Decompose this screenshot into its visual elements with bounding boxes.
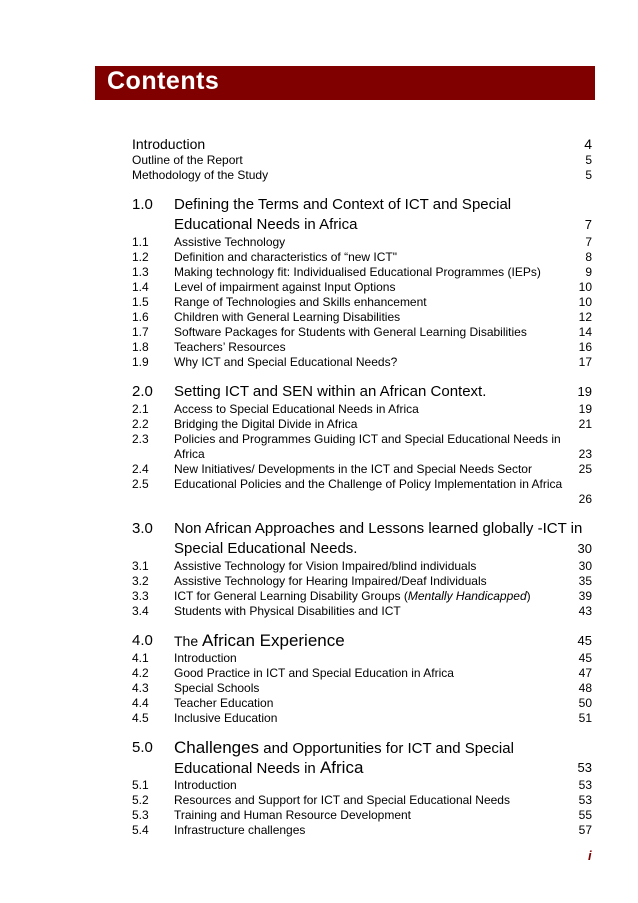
toc-entry-cont[interactable] [132, 492, 592, 507]
toc-section-heading-cont[interactable] [132, 539, 592, 559]
toc-entry-title: Introduction [174, 651, 237, 665]
toc-entry-title [174, 589, 531, 604]
toc-entry-title: Resources and Support for ICT and Special Educational Needs [174, 793, 510, 807]
toc-entry-page: 4 [584, 136, 592, 152]
toc-entry-page: 47 [578, 666, 592, 680]
toc-entry-title: Making technology fit: Individualised Educational Programmes (IEPs) [174, 265, 541, 279]
toc-entry-title-part: ICT for General Learning Disability Groups ( [174, 589, 408, 603]
section-number: 4.0 [132, 632, 153, 649]
toc-entry-page: 57 [578, 823, 592, 837]
toc-entry[interactable] [132, 808, 592, 823]
toc-entry[interactable] [132, 589, 592, 604]
toc-entry-number: 5.1 [132, 778, 149, 792]
toc-entry[interactable] [132, 477, 592, 492]
toc-entry-title: Definition and characteristics of “new ICT" [174, 250, 398, 264]
toc-entry-page: 55 [578, 808, 592, 822]
toc-entry[interactable] [132, 340, 592, 355]
toc-entry-title: Policies and Programmes Guiding ICT and Special Educational Needs in [174, 432, 561, 446]
section-title [174, 631, 345, 652]
toc-entry[interactable] [132, 574, 592, 589]
section-page: 53 [577, 760, 592, 775]
section-number: 2.0 [132, 383, 153, 400]
table-of-contents [132, 136, 592, 838]
toc-entry-title: Teachers’ Resources [174, 340, 286, 354]
toc-entry-title: Bridging the Digital Divide in Africa [174, 417, 358, 431]
section-title-cont [174, 758, 363, 779]
contents-banner [95, 66, 595, 100]
toc-entry[interactable] [132, 265, 592, 280]
section-title-part: African Experience [202, 631, 345, 650]
toc-entry-title: Children with General Learning Disabilities [174, 310, 401, 324]
toc-entry-page: 23 [578, 447, 592, 461]
toc-entry-number: 2.1 [132, 402, 149, 416]
toc-entry-page: 43 [578, 604, 592, 618]
toc-entry-page: 14 [578, 325, 592, 339]
toc-entry-number: 4.2 [132, 666, 149, 680]
toc-entry-page: 7 [585, 235, 592, 249]
section-title-cont: Educational Needs in Africa [174, 216, 358, 233]
toc-entry-page: 16 [578, 340, 592, 354]
toc-entry-number: 2.4 [132, 462, 149, 476]
toc-entry-cont[interactable] [132, 447, 592, 462]
toc-section-heading[interactable] [132, 382, 592, 402]
spacer [132, 370, 592, 382]
toc-entry-page: 50 [578, 696, 592, 710]
toc-entry-title: Assistive Technology for Vision Impaired/blind individuals [174, 559, 477, 573]
page-title: Contents [107, 67, 220, 95]
toc-entry-title-italic: Mentally Handicapped [407, 589, 527, 603]
toc-entry-page: 12 [578, 310, 592, 324]
toc-entry-page: 51 [578, 711, 592, 725]
toc-entry-page: 35 [578, 574, 592, 588]
toc-entry-number: 4.3 [132, 681, 149, 695]
toc-entry[interactable] [132, 559, 592, 574]
section-title-cont: Special Educational Needs. [174, 540, 358, 557]
toc-entry-page: 9 [585, 265, 592, 279]
toc-entry-title: Level of impairment against Input Options [174, 280, 396, 294]
toc-entry[interactable] [132, 153, 592, 168]
toc-entry[interactable] [132, 666, 592, 681]
section-page: 45 [577, 633, 592, 648]
toc-entry-number: 4.5 [132, 711, 149, 725]
toc-entry-number: 1.9 [132, 355, 149, 369]
toc-entry[interactable] [132, 681, 592, 696]
toc-entry-title: Good Practice in ICT and Special Education in Africa [174, 666, 454, 680]
toc-entry-page: 45 [578, 651, 592, 665]
toc-entry-title: Range of Technologies and Skills enhancement [174, 295, 427, 309]
spacer [132, 619, 592, 631]
toc-entry-number: 2.2 [132, 417, 149, 431]
toc-entry-title: Infrastructure challenges [174, 823, 306, 837]
section-page: 7 [584, 217, 592, 232]
toc-entry[interactable] [132, 793, 592, 808]
section-title: Defining the Terms and Context of ICT and Special [174, 196, 512, 213]
spacer [132, 726, 592, 738]
toc-entry-number: 4.4 [132, 696, 149, 710]
section-number: 5.0 [132, 739, 153, 756]
toc-entry[interactable] [132, 711, 592, 726]
toc-entry-number: 5.2 [132, 793, 149, 807]
toc-entry-number: 1.1 [132, 235, 149, 249]
toc-section-heading-cont[interactable] [132, 215, 592, 235]
toc-entry-title: Access to Special Educational Needs in Africa [174, 402, 419, 416]
toc-entry[interactable] [132, 604, 592, 619]
toc-entry[interactable] [132, 355, 592, 370]
toc-entry-number: 3.2 [132, 574, 149, 588]
toc-entry-title: Training and Human Resource Development [174, 808, 412, 822]
toc-section-heading[interactable] [132, 631, 592, 651]
toc-entry-page: 5 [585, 153, 592, 167]
toc-entry[interactable] [132, 778, 592, 793]
toc-entry-page: 53 [578, 793, 592, 807]
toc-section-heading[interactable] [132, 195, 592, 215]
section-title-part: Africa [319, 758, 364, 777]
toc-entry-page: 26 [578, 492, 592, 506]
section-number: 1.0 [132, 196, 153, 213]
section-page: 19 [577, 384, 592, 399]
toc-entry[interactable] [132, 235, 592, 250]
toc-entry-page: 5 [585, 168, 592, 182]
toc-entry-number: 2.3 [132, 432, 149, 446]
toc-entry-page: 17 [578, 355, 592, 369]
toc-entry-page: 25 [578, 462, 592, 476]
toc-entry[interactable] [132, 823, 592, 838]
page-number: i [588, 848, 592, 863]
section-title-part: The [174, 633, 203, 649]
toc-entry[interactable] [132, 295, 592, 310]
toc-entry-number: 1.8 [132, 340, 149, 354]
toc-entry[interactable] [132, 136, 592, 153]
toc-entry-number: 4.1 [132, 651, 149, 665]
toc-entry[interactable] [132, 168, 592, 183]
toc-entry-number: 5.4 [132, 823, 149, 837]
toc-entry-title-cont: Africa [174, 447, 205, 461]
section-title: Non African Approaches and Lessons learned globally -ICT in [174, 520, 583, 537]
toc-entry-title: New Initiatives/ Developments in the ICT and Special Needs Sector [174, 462, 532, 476]
spacer [132, 183, 592, 195]
toc-section-heading-cont[interactable] [132, 758, 592, 778]
toc-entry-title: Introduction [132, 136, 206, 152]
toc-entry[interactable] [132, 462, 592, 477]
toc-entry[interactable] [132, 250, 592, 265]
toc-entry-page: 48 [578, 681, 592, 695]
toc-entry-number: 3.4 [132, 604, 149, 618]
toc-entry[interactable] [132, 310, 592, 325]
toc-entry-page: 10 [578, 280, 592, 294]
toc-entry-number: 1.3 [132, 265, 149, 279]
toc-section-heading[interactable] [132, 519, 592, 539]
toc-section-heading[interactable] [132, 738, 592, 758]
section-number: 3.0 [132, 520, 153, 537]
toc-entry-title: Special Schools [174, 681, 260, 695]
section-title-part: and Opportunities for ICT and Special [259, 740, 514, 757]
toc-entry-title: Introduction [174, 778, 237, 792]
toc-entry-number: 1.6 [132, 310, 149, 324]
toc-entry-number: 1.2 [132, 250, 149, 264]
section-page: 30 [577, 541, 592, 556]
toc-entry[interactable] [132, 402, 592, 417]
toc-entry[interactable] [132, 696, 592, 711]
toc-entry-title-part: ) [526, 589, 531, 603]
toc-entry[interactable] [132, 651, 592, 666]
toc-entry-page: 53 [578, 778, 592, 792]
toc-entry-page: 10 [578, 295, 592, 309]
toc-entry-title: Assistive Technology [174, 235, 286, 249]
spacer [132, 507, 592, 519]
toc-entry-number: 1.5 [132, 295, 149, 309]
toc-entry[interactable] [132, 325, 592, 340]
section-title-part: Educational Needs in [174, 760, 320, 777]
toc-entry-title: Software Packages for Students with General Learning Disabilities [174, 325, 527, 339]
toc-entry[interactable] [132, 417, 592, 432]
toc-entry-title: Why ICT and Special Educational Needs? [174, 355, 398, 369]
toc-entry-title: Students with Physical Disabilities and ICT [174, 604, 401, 618]
toc-entry-page: 21 [578, 417, 592, 431]
toc-entry-number: 1.7 [132, 325, 149, 339]
toc-entry-number: 2.5 [132, 477, 149, 491]
section-title [174, 738, 514, 759]
toc-entry-title: Inclusive Education [174, 711, 278, 725]
section-title: Setting ICT and SEN within an African Context. [174, 383, 487, 400]
toc-entry[interactable] [132, 432, 592, 447]
toc-entry-title: Assistive Technology for Hearing Impaired/Deaf Individuals [174, 574, 487, 588]
section-title-part: Challenges [174, 738, 260, 757]
toc-entry-page: 8 [585, 250, 592, 264]
toc-entry-number: 3.1 [132, 559, 149, 573]
toc-entry-number: 1.4 [132, 280, 149, 294]
toc-entry-page: 39 [578, 589, 592, 603]
toc-entry[interactable] [132, 280, 592, 295]
toc-entry-title: Teacher Education [174, 696, 274, 710]
toc-entry-number: 5.3 [132, 808, 149, 822]
toc-entry-title: Methodology of the Study [132, 168, 269, 182]
toc-entry-number: 3.3 [132, 589, 149, 603]
toc-entry-page: 19 [578, 402, 592, 416]
toc-entry-page: 30 [578, 559, 592, 573]
toc-entry-title: Educational Policies and the Challenge of Policy Implementation in Africa [174, 477, 563, 491]
toc-entry-title: Outline of the Report [132, 153, 243, 167]
